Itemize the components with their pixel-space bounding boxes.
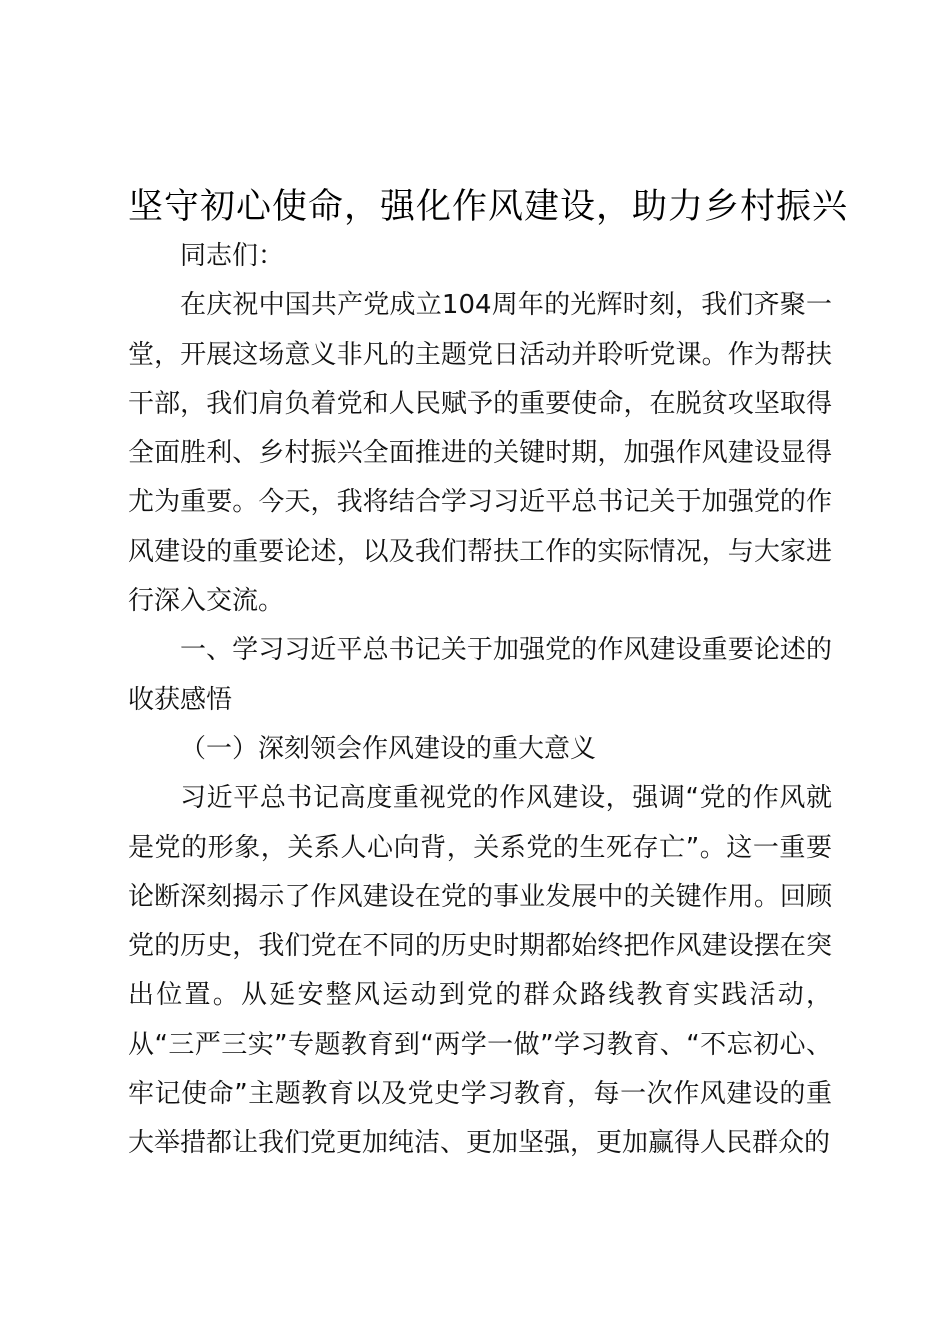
section-heading-1: 一、学习习近平总书记关于加强党的作风建设重要论述的收获感悟 (128, 635, 832, 715)
subsection-heading-1: （一）深刻领会作风建设的重大意义 (180, 733, 597, 764)
document-title: 坚守初心使命，强化作风建设，助力乡村振兴 (128, 187, 849, 227)
salutation-paragraph: 同志们： (180, 241, 285, 271)
document-body (128, 232, 832, 1169)
body-paragraph: 习近平总书记高度重视党的作风建设，强调“党的作风就是党的形象，关系人心向背，关系党的生死存亡”。这一重要论断深刻揭示了作风建设在党的事业发展中的关键作用。回顾党的历史，我们党在不同的历史时期都始终把作风建设摆在突出位置。从延安整风运动到党的群众路线教育实践活动，从“三严三实”专题教育到“两学一做”学习教育、“不忘初心、牢记使命”主题教育以及党史学习教育，每一次作风建设的重大举措都让我们党更加纯洁、更加坚强，更加赢得人民群众的 (128, 783, 832, 1159)
intro-paragraph: 在庆祝中国共产党成立104周年的光辉时刻，我们齐聚一堂，开展这场意义非凡的主题党日活动并聆听党课。作为帮扶干部，我们肩负着党和人民赋予的重要使命，在脱贫攻坚取得全面胜利、乡村振兴全面推进的关键时期，加强作风建设显得尤为重要。今天，我将结合学习习近平总书记关于加强党的作风建设的重要论述，以及我们帮扶工作的实际情况，与大家进行深入交流。 (128, 290, 832, 617)
